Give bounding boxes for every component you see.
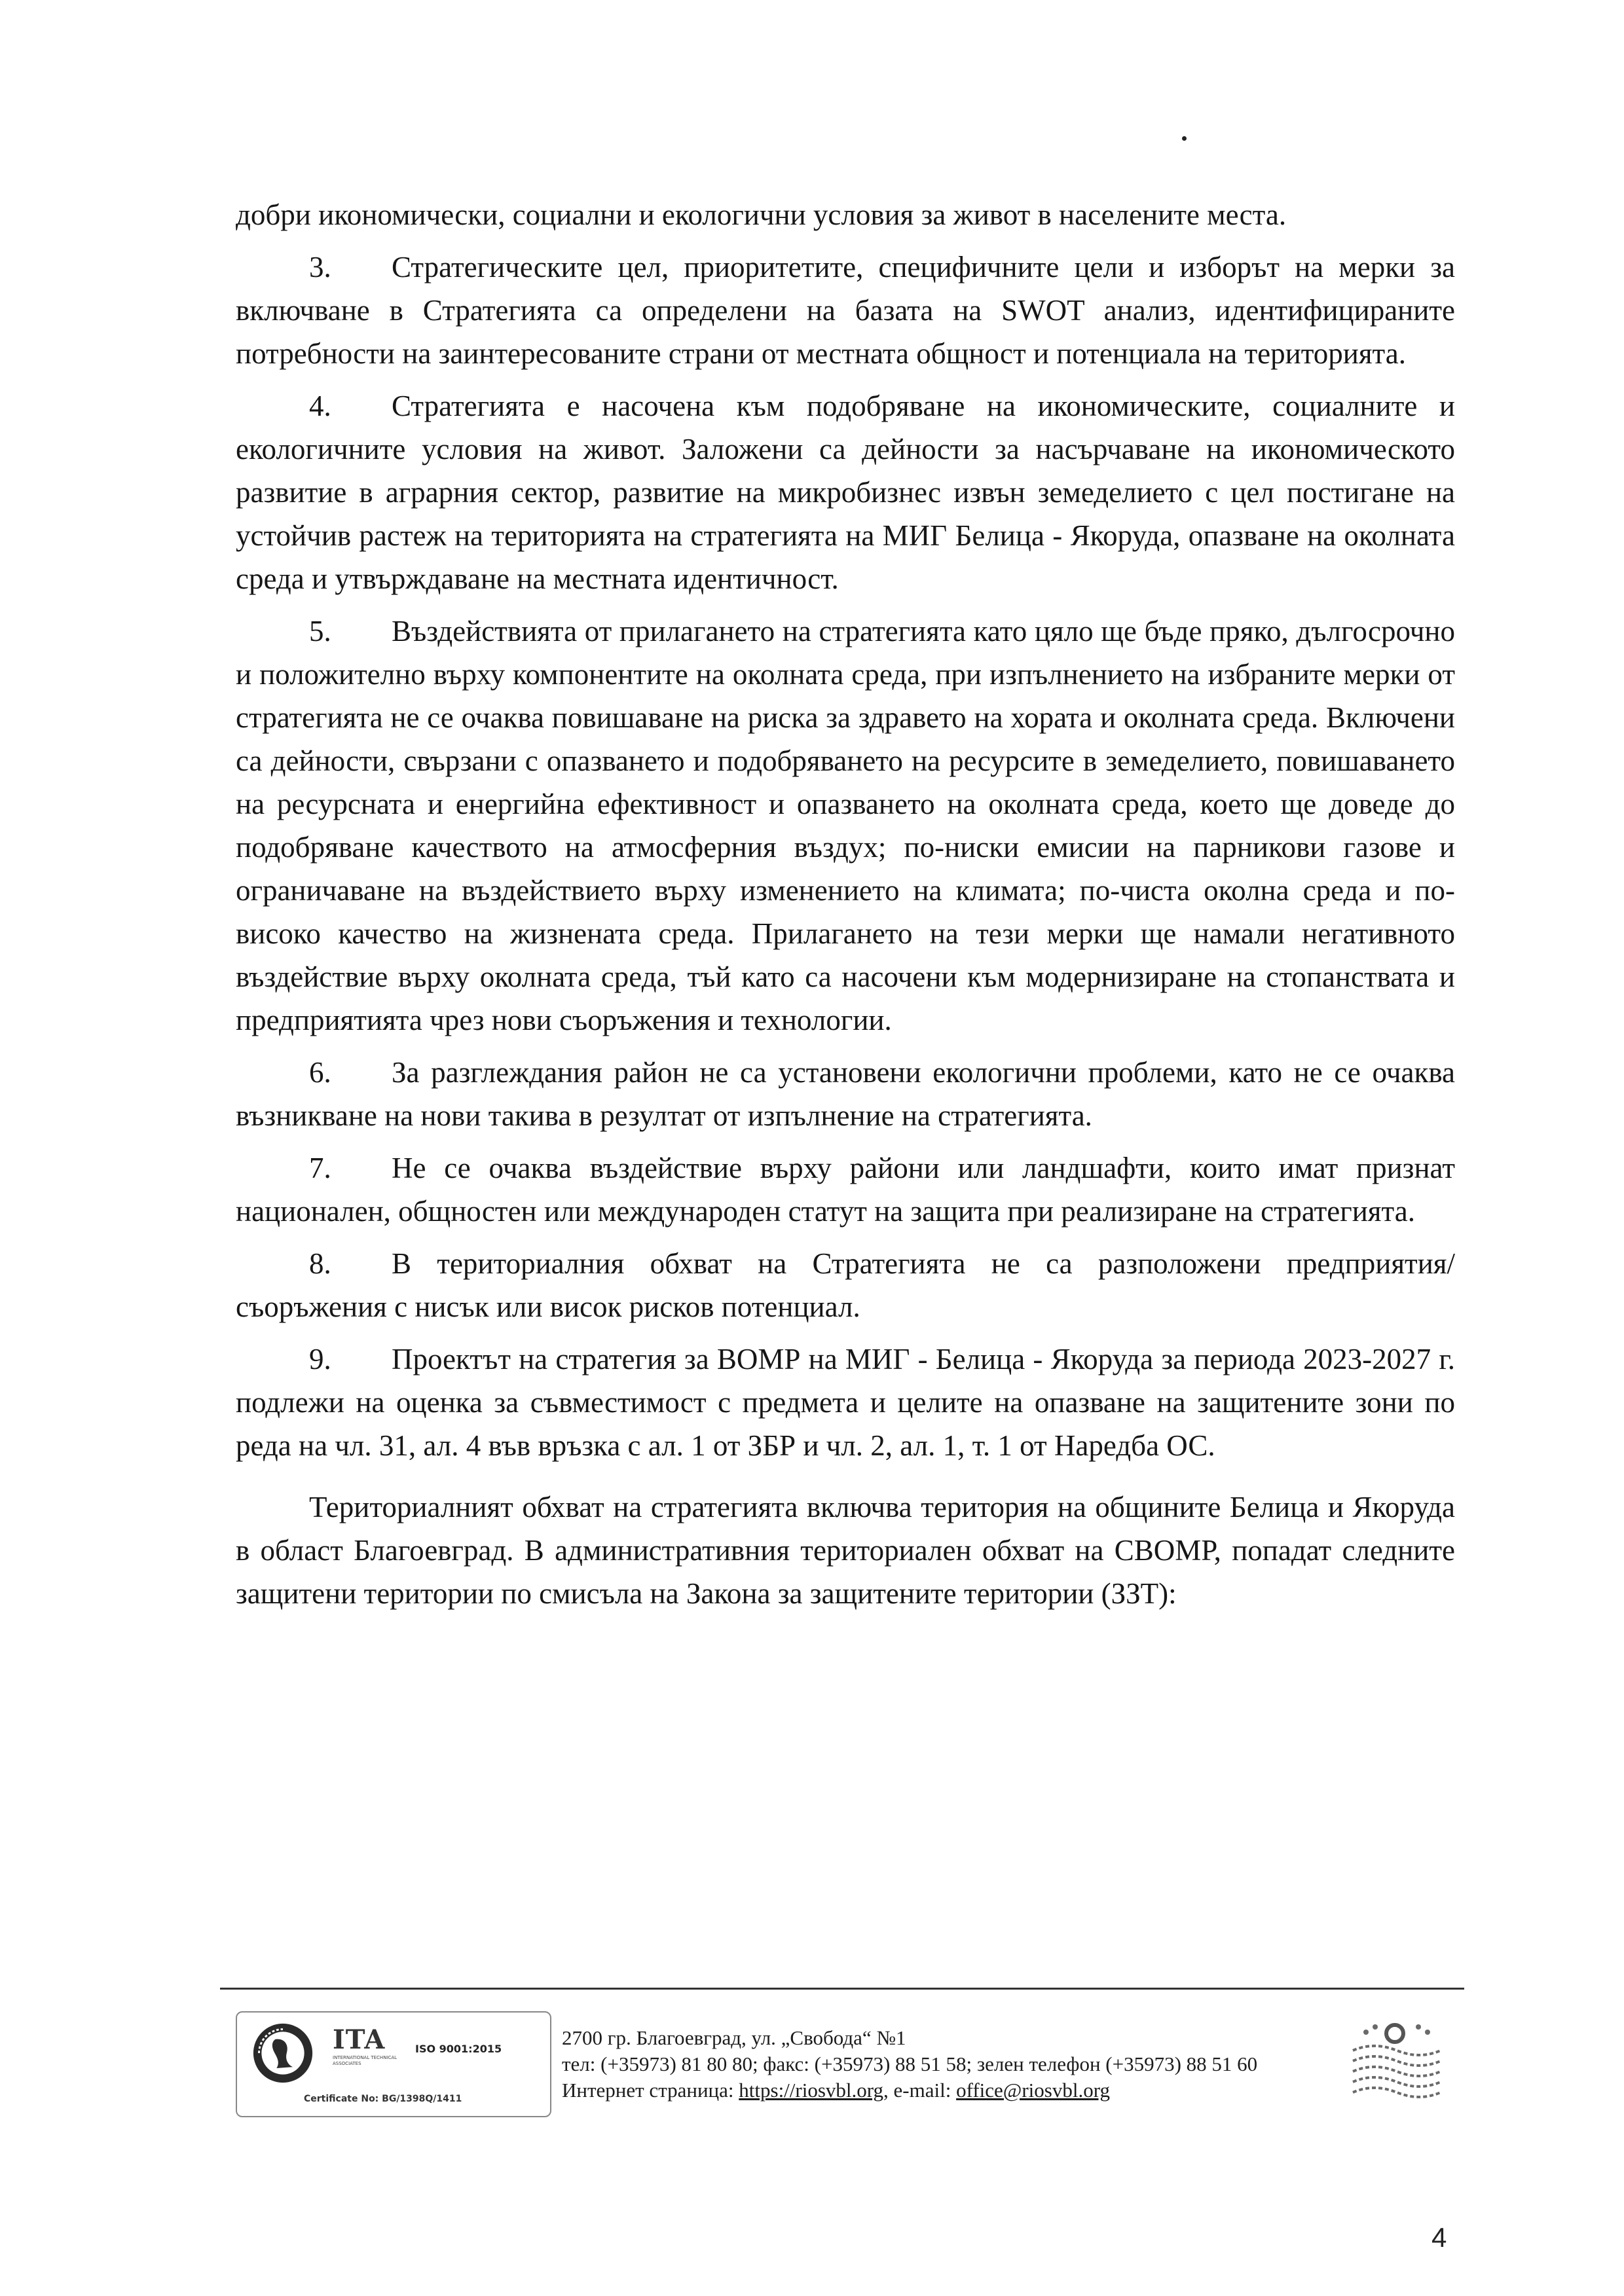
page-number: 4 <box>1431 2222 1447 2253</box>
item-text: Не се очаква въздействие върху райони или ландшафти, които имат признат национален, общностен или международен статут на защита при реализиране на стратегията. <box>236 1152 1455 1228</box>
contact-info <box>562 2025 1257 2104</box>
ita-logo: ITA INTERNATIONAL TECHNICAL ASSOCIATES <box>333 2024 397 2066</box>
item-text: За разглеждания район не са установени екологични проблеми, като не се очаква възникване на нови такива в резултат от изпълнение на стратегията. <box>236 1056 1455 1132</box>
web-line: Интернет страница: https://riosvbl.org, e-mail: office@riosvbl.org <box>562 2079 1110 2102</box>
address-line: 2700 гр. Благоевград, ул. „Свобода“ №1 <box>562 2026 906 2049</box>
item-number: 7. <box>309 1152 331 1184</box>
numbered-item <box>236 246 1455 375</box>
item-text: Стратегията е насочена към подобряване на икономическите, социалните и екологичните условия на живот. Заложени са дейности за насърчаване на икономическото развитие в аграрния сектор, развитие на микробизнес извън земеделието с цел постигане на устойчив растеж на територията на стратегията на МИГ Белица - Якоруда, опазване на околната среда и утвърждаване на местната идентичност. <box>236 390 1455 595</box>
item-number: 9. <box>309 1343 331 1376</box>
footer-divider <box>220 1988 1464 1990</box>
item-number: 8. <box>309 1247 331 1280</box>
item-text: Въздействията от прилагането на стратегията като цяло ще бъде пряко, дългосрочно и положително върху компонентите на околната среда, при изпълнението на избраните мерки от стратегията не се очаква повишаване на риска за здравето на хората и околната среда. Включени са дейности, свързани с опазването и подобряването на ресурсите в земеделието, повишаването на ресурсната и енергийна ефективност и опазването на околната среда, което ще доведе до подобряване качеството на атмосферния въздух; по-ниски емисии на парникови газове и ограничаване на въздействието върху изменението на климата; по-чиста околна среда и по-високо качество на жизнената среда. Прилагането на тези мерки ще намали негативното въздействие върху околната среда, тъй като са насочени към модернизиране на стопанствата и предприятията чрез нови съоръжения и технологии. <box>236 615 1455 1036</box>
document-body <box>236 193 1455 1624</box>
accredia-seal-icon <box>251 2022 314 2085</box>
website-link[interactable]: https://riosvbl.org <box>739 2079 884 2102</box>
item-number: 3. <box>309 251 331 283</box>
email-link[interactable]: office@riosvbl.org <box>956 2079 1110 2102</box>
numbered-item <box>236 1242 1455 1328</box>
item-text: В териториалния обхват на Стратегията не са разположени предприятия/съоръжения с нисък или висок рисков потенциал. <box>236 1247 1455 1323</box>
certification-box <box>236 2011 551 2117</box>
numbered-item <box>236 610 1455 1042</box>
item-number: 4. <box>309 390 331 422</box>
numbered-item <box>236 1338 1455 1467</box>
numbered-item <box>236 1146 1455 1233</box>
continuation-paragraph: добри икономически, социални и екологични условия за живот в населените места. <box>236 198 1287 231</box>
iso-label: ISO 9001:2015 <box>415 2043 502 2055</box>
scan-speck <box>1182 136 1187 141</box>
closing-paragraph: Териториалният обхват на стратегията включва територия на общините Белица и Якоруда в област Благоевград. В административния териториален обхват на СВОМР, попадат следните защитени територии по смисъла на Закона за защитените територии (ЗЗТ): <box>236 1491 1455 1610</box>
item-text: Проектът на стратегия за ВОМР на МИГ - Белица - Якоруда за периода 2023-2027 г. подлежи на оценка за съвместимост с предмета и целите на опазване на защитените зони по реда на чл. 31, ал. 4 във връзка с ал. 1 от ЗБР и чл. 2, ал. 1, т. 1 от Наредба ОС. <box>236 1343 1455 1462</box>
item-text: Стратегическите цел, приоритетите, специфичните цели и изборът на мерки за включване в Стратегията са определени на базата на SWOT анализ, идентифицираните потребности на заинтересованите страни от местната общност и потенциала на територията. <box>236 251 1455 370</box>
numbered-item <box>236 1051 1455 1137</box>
item-number: 6. <box>309 1056 331 1089</box>
riosv-logo-icon <box>1348 2015 1446 2105</box>
phones-line: тел: (+35973) 81 80 80; факс: (+35973) 88 51 58; зелен телефон (+35973) 88 51 60 <box>562 2052 1258 2075</box>
numbered-item <box>236 384 1455 600</box>
item-number: 5. <box>309 615 331 647</box>
certificate-number: Certificate No: BG/1398Q/1411 <box>304 2094 462 2104</box>
